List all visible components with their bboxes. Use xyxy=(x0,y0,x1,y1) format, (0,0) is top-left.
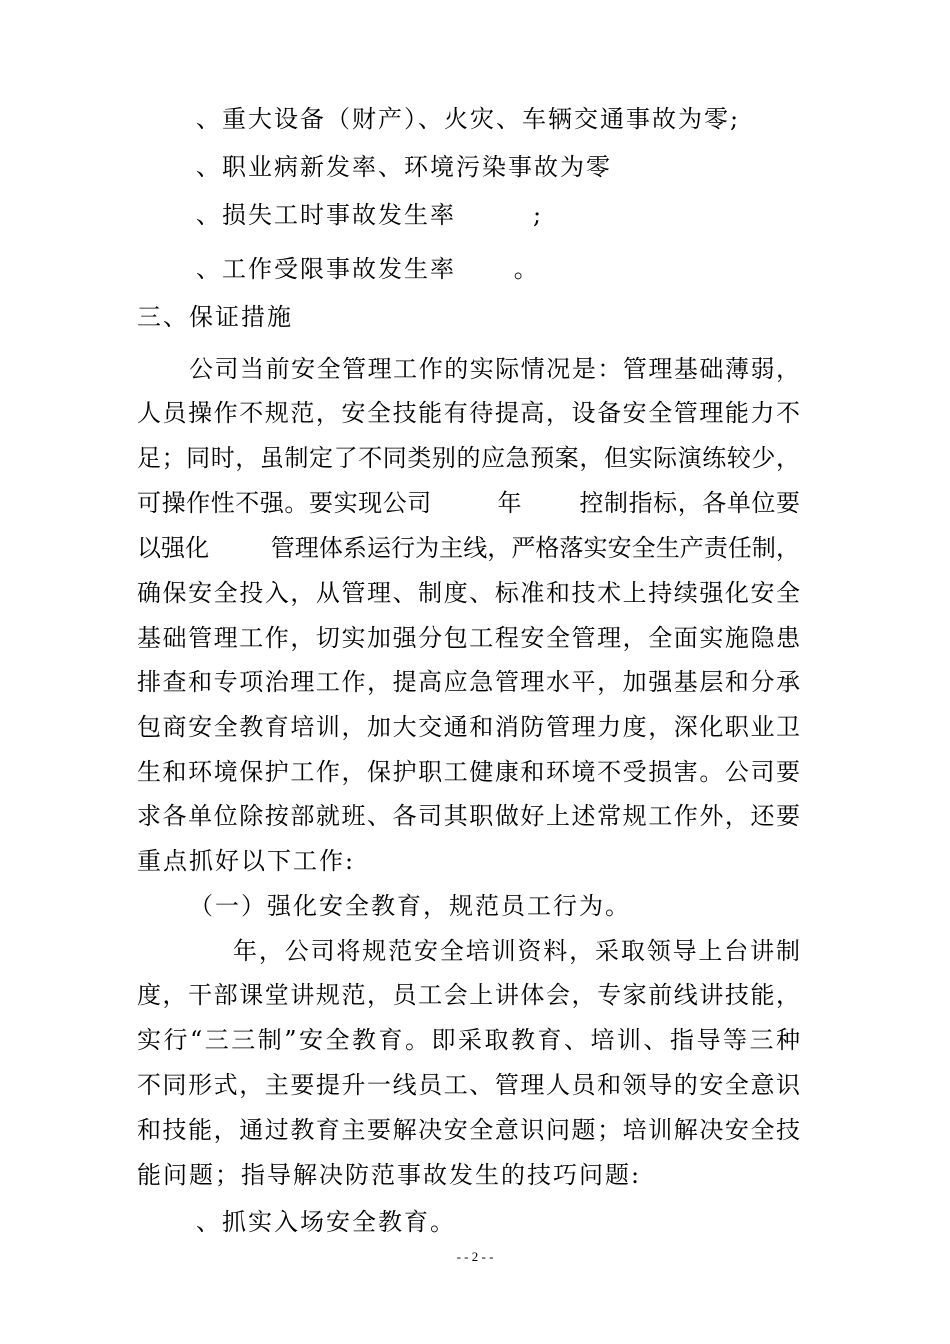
paragraph2-line: 实行“三三制”安全教育。即采取教育、培训、指导等三种 xyxy=(137,1026,800,1054)
subheading-1: （一）强化安全教育，规范员工行为。 xyxy=(189,892,631,920)
paragraph1-line: 足；同时，虽制定了不同类别的应急预案，但实际演练较少， xyxy=(137,444,800,472)
paragraph1-line: 求各单位除按部就班、各司其职做好上述常规工作外，还要 xyxy=(137,802,800,830)
paragraph1-line: 确保安全投入，从管理、制度、标准和技术上持续强化安全 xyxy=(137,579,800,607)
paragraph1-line: 生和环境保护工作，保护职工健康和环境不受损害。公司要 xyxy=(137,758,800,786)
paragraph1-line: 包商安全教育培训，加大交通和消防管理力度，深化职业卫 xyxy=(137,713,800,741)
paragraph1-line: 基础管理工作，切实加强分包工程安全管理，全面实施隐患 xyxy=(137,624,800,652)
target-line-1: 、重大设备（财产）、火灾、车辆交通事故为零; xyxy=(196,105,741,133)
paragraph2-line: 度，干部课堂讲规范，员工会上讲体会，专家前线讲技能， xyxy=(137,981,800,1009)
paragraph1-line: 人员操作不规范，安全技能有待提高，设备安全管理能力不 xyxy=(137,399,800,427)
target-line-3: 、损失工时事故发生率 ; xyxy=(196,201,544,229)
section-heading: 三、保证措施 xyxy=(137,303,293,331)
paragraph2-line: 不同形式，主要提升一线员工、管理人员和领导的安全意识 xyxy=(137,1071,800,1099)
paragraph1-last-line: 重点抓好以下工作: xyxy=(137,847,356,875)
paragraph2-line: 年，公司将规范安全培训资料，采取领导上台讲制 xyxy=(233,937,800,965)
paragraph1-line: 排查和专项治理工作，提高应急管理水平，加强基层和分承 xyxy=(137,668,800,696)
paragraph2-last-line: 能问题；指导解决防范事故发生的技巧问题: xyxy=(137,1161,642,1189)
target-line-4: 、工作受限事故发生率 。 xyxy=(196,255,540,283)
paragraph1-line: 以强化 管理体系运行为主线，严格落实安全生产责任制， xyxy=(137,534,800,562)
paragraph1-line: 公司当前安全管理工作的实际情况是：管理基础薄弱， xyxy=(189,355,800,383)
paragraph1-line: 可操作性不强。要实现公司 年 控制指标，各单位要 xyxy=(137,489,800,517)
page-number-footer: - - 2 - - xyxy=(456,1249,494,1264)
target-line-2: 、职业病新发率、环境污染事故为零 xyxy=(196,153,612,181)
list-item-entry-education: 、抓实入场安全教育。 xyxy=(196,1208,456,1236)
paragraph2-line: 和技能，通过教育主要解决安全意识问题；培训解决安全技 xyxy=(137,1116,800,1144)
